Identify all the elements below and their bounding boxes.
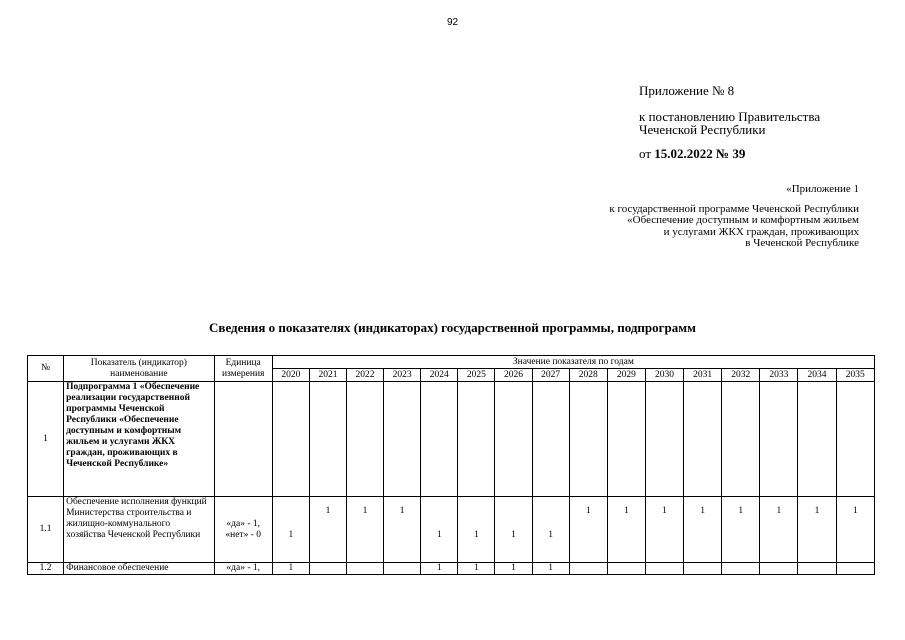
appendix-line-2: Чеченской Республики: [639, 122, 766, 137]
value-cell: 1: [272, 563, 309, 575]
year-header: 2025: [458, 369, 495, 382]
value-cell: [645, 563, 683, 575]
page-number: 92: [446, 17, 459, 28]
year-header: 2020: [272, 369, 309, 382]
value-cell: [760, 382, 798, 497]
appendix-title: Приложение № 8: [639, 83, 735, 98]
year-header: 2028: [569, 369, 607, 382]
row-indicator-name: Обеспечение исполнения функций Министерства строительства и жилищно-коммунального хозяйства Чеченской Республики: [64, 497, 214, 563]
row-indicator-name: Подпрограмма 1 «Обеспечение реализации государственной программы Чеченской Республики «Обеспечение доступным и комфортным жильем и услугами ЖКХ граждан, проживающих в Чеченской Республике»: [64, 382, 214, 497]
value-cell: 1: [607, 497, 645, 563]
value-cell: [384, 563, 421, 575]
year-header: 2029: [607, 369, 645, 382]
value-cell: [684, 382, 722, 497]
value-cell: [760, 563, 798, 575]
value-cell: [458, 382, 495, 497]
value-cell: 1: [495, 497, 532, 563]
value-cell: [495, 382, 532, 497]
value-cell: 1: [421, 563, 458, 575]
appendix-block: [639, 84, 820, 160]
header-num: №: [28, 356, 64, 382]
value-cell: [309, 382, 346, 497]
value-cell: 1: [836, 497, 874, 563]
value-cell: [836, 382, 874, 497]
year-header: 2031: [684, 369, 722, 382]
year-header: 2023: [384, 369, 421, 382]
value-cell: [347, 382, 384, 497]
value-cell: [569, 382, 607, 497]
year-header: 2034: [798, 369, 836, 382]
value-cell: 1: [722, 497, 760, 563]
appendix-date: [639, 147, 820, 160]
value-cell: 1: [798, 497, 836, 563]
value-cell: 1: [458, 497, 495, 563]
value-cell: 1: [569, 497, 607, 563]
value-cell: [836, 563, 874, 575]
value-cell: [798, 563, 836, 575]
value-cell: [607, 563, 645, 575]
value-cell: [309, 563, 346, 575]
reference-line-2: «Обеспечение доступным и комфортным жильем: [627, 214, 859, 226]
year-header: 2027: [532, 369, 569, 382]
appendix-date-value: 15.02.2022 № 39: [654, 146, 746, 161]
value-cell: [347, 563, 384, 575]
value-cell: 1: [384, 497, 421, 563]
table-header-row: [28, 356, 875, 369]
table-row: [28, 497, 875, 563]
appendix-line-1: к постановлению Правительства: [639, 109, 821, 124]
value-cell: 1: [532, 563, 569, 575]
row-num: 1: [28, 382, 64, 497]
header-values-by-year: Значение показателя по годам: [272, 356, 874, 369]
year-header: 2021: [309, 369, 346, 382]
header-unit: Единица измерения: [214, 356, 272, 382]
year-header: 2033: [760, 369, 798, 382]
year-header: 2030: [645, 369, 683, 382]
year-header: 2035: [836, 369, 874, 382]
year-header: 2032: [722, 369, 760, 382]
value-cell: [798, 382, 836, 497]
value-cell: [569, 563, 607, 575]
value-cell: [645, 382, 683, 497]
row-num: 1.1: [28, 497, 64, 563]
value-cell: [722, 382, 760, 497]
value-cell: 1: [495, 563, 532, 575]
value-cell: 1: [309, 497, 346, 563]
value-cell: 1: [458, 563, 495, 575]
value-cell: 1: [272, 497, 309, 563]
document-title: Сведения о показателях (индикаторах) государственной программы, подпрограмм: [209, 320, 696, 335]
reference-block: [609, 184, 859, 250]
table-row: [28, 382, 875, 497]
row-unit: [214, 382, 272, 497]
value-cell: 1: [645, 497, 683, 563]
value-cell: 1: [684, 497, 722, 563]
value-cell: [722, 563, 760, 575]
year-header: 2022: [347, 369, 384, 382]
reference-title: «Приложение 1: [786, 183, 859, 195]
value-cell: [607, 382, 645, 497]
reference-line-1: к государственной программе Чеченской Республики: [609, 202, 859, 215]
value-cell: [421, 382, 458, 497]
value-cell: [272, 382, 309, 497]
header-indicator: Показатель (индикатор) наименование: [64, 356, 214, 382]
value-cell: [532, 382, 569, 497]
reference-line-4: в Чеченской Республике: [745, 237, 859, 249]
year-header: 2026: [495, 369, 532, 382]
indicators-table: [27, 355, 875, 575]
row-unit: «да» - 1,: [214, 563, 272, 575]
value-cell: 1: [532, 497, 569, 563]
year-header: 2024: [421, 369, 458, 382]
value-cell: 1: [760, 497, 798, 563]
row-indicator-name: Финансовое обеспечение: [64, 563, 214, 575]
row-num: 1.2: [28, 563, 64, 575]
table-row: [28, 563, 875, 575]
value-cell: 1: [421, 497, 458, 563]
reference-line-3: и услугами ЖКХ граждан, проживающих: [663, 225, 859, 238]
value-cell: [384, 382, 421, 497]
row-unit: «да» - 1, «нет» - 0: [214, 497, 272, 563]
value-cell: [684, 563, 722, 575]
appendix-date-prefix: от: [639, 146, 652, 161]
value-cell: 1: [347, 497, 384, 563]
